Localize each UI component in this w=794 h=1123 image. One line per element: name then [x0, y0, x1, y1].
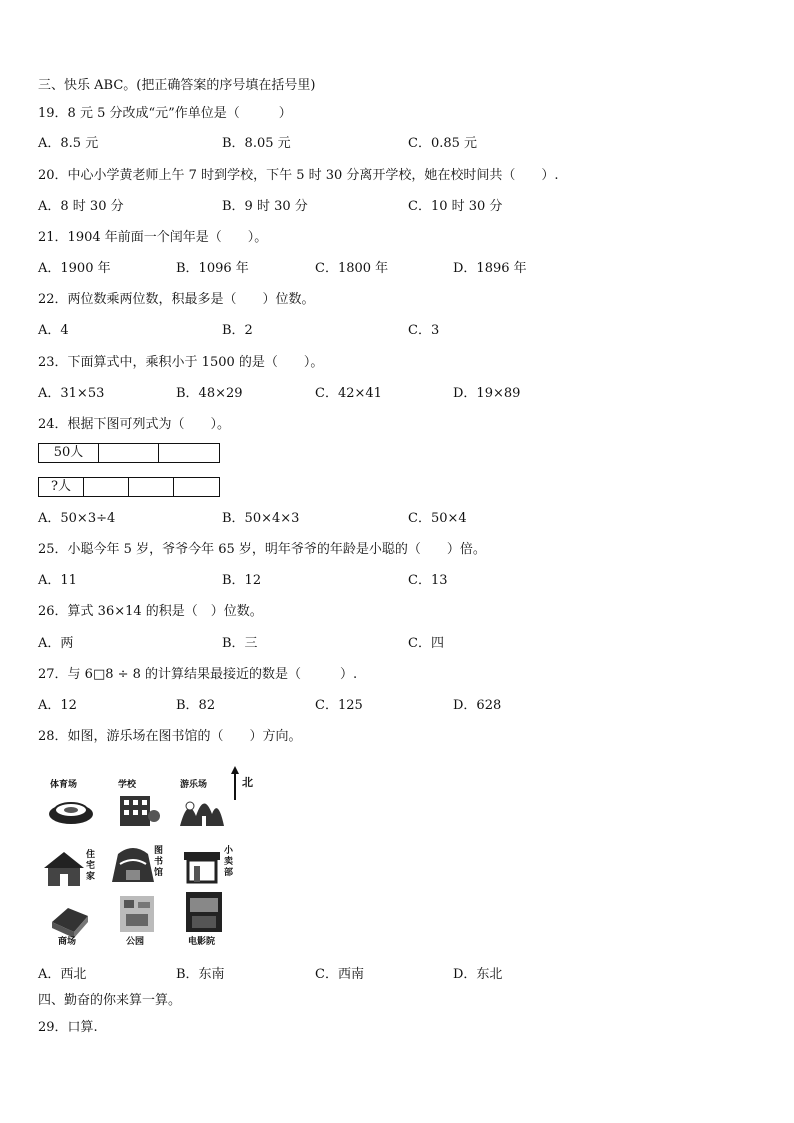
q27-option-a[interactable]: A．12: [38, 698, 77, 713]
map-label-park: 公园: [126, 937, 145, 947]
question-20-stem: 20．中心小学黄老师上午 7 时到学校，下午 5 时 30 分离开学校，她在校时间共（ ）.: [38, 168, 559, 183]
q25-option-c[interactable]: C．13: [408, 573, 448, 588]
q20-option-b[interactable]: B．9 时 30 分: [222, 199, 308, 214]
north-arrow-icon: [230, 766, 240, 800]
q21-option-b[interactable]: B．1096 年: [176, 261, 249, 276]
shop-icon: [178, 844, 228, 888]
q23-option-c[interactable]: C．42×41: [315, 386, 382, 401]
map-label-shop: 小卖部: [224, 846, 234, 878]
library-icon: [108, 842, 158, 886]
q22-option-a[interactable]: A．4: [38, 323, 69, 338]
top-bar-segment: [159, 444, 219, 462]
park-icon: [114, 892, 164, 936]
q21-option-a[interactable]: A．1900 年: [38, 261, 111, 276]
question-21-stem: 21．1904 年前面一个闰年是（ ）。: [38, 230, 268, 245]
q28-option-c[interactable]: C．西南: [315, 967, 364, 982]
diagram-24-top-bar: [38, 443, 220, 463]
question-27-stem: 27．与 6□8 ÷ 8 的计算结果最接近的数是（ ）.: [38, 667, 358, 682]
q26-option-a[interactable]: A．两: [38, 636, 74, 651]
cinema-icon: [180, 890, 230, 934]
q23-option-b[interactable]: B．48×29: [176, 386, 243, 401]
question-28-stem: 28．如图，游乐场在图书馆的（ ）方向。: [38, 729, 302, 744]
map-label-library: 图书馆: [154, 846, 164, 878]
residence-icon: [40, 846, 90, 890]
q23-option-a[interactable]: A．31×53: [38, 386, 105, 401]
q28-option-d[interactable]: D．东北: [453, 967, 503, 982]
q20-option-c[interactable]: C．10 时 30 分: [408, 199, 503, 214]
q27-option-d[interactable]: D．628: [453, 698, 502, 713]
question-24-stem: 24．根据下图可列式为（ ）。: [38, 417, 231, 432]
question-19-stem: 19．8 元 5 分改成“元”作单位是（ ）: [38, 106, 292, 121]
amusement-park-icon: [176, 786, 226, 830]
q28-option-b[interactable]: B．东南: [176, 967, 225, 982]
q19-option-c[interactable]: C．0.85 元: [408, 136, 478, 151]
q27-option-c[interactable]: C．125: [315, 698, 363, 713]
north-label: 北: [242, 776, 253, 789]
q19-option-b[interactable]: B．8.05 元: [222, 136, 291, 151]
question-23-stem: 23．下面算式中，乘积小于 1500 的是（ ）。: [38, 355, 324, 370]
map-figure: [38, 762, 268, 952]
diagram-24-bottom-bar: [38, 477, 220, 497]
map-label-mall: 商场: [58, 937, 77, 947]
q24-option-a[interactable]: A．50×3÷4: [38, 511, 116, 526]
q25-option-b[interactable]: B．12: [222, 573, 262, 588]
q24-option-c[interactable]: C．50×4: [408, 511, 467, 526]
stadium-icon: [46, 786, 96, 830]
bottom-bar-segment: [174, 478, 219, 496]
bottom-bar-segment: ?人: [39, 478, 84, 496]
section-3-title: 三、快乐 ABC。(把正确答案的序号填在括号里): [38, 78, 316, 93]
map-label-school: 学校: [118, 780, 137, 790]
map-label-amusement-park: 游乐场: [180, 780, 208, 790]
map-label-residence: 住宅家: [86, 850, 96, 882]
q22-option-b[interactable]: B．2: [222, 323, 253, 338]
q25-option-a[interactable]: A．11: [38, 573, 77, 588]
school-icon: [112, 786, 162, 830]
bottom-bar-segment: [84, 478, 129, 496]
section-4-title: 四、勤奋的你来算一算。: [38, 993, 182, 1008]
question-25-stem: 25．小聪今年 5 岁，爷爷今年 65 岁，明年爷爷的年龄是小聪的（ ）倍。: [38, 542, 486, 557]
question-22-stem: 22．两位数乘两位数，积最多是（ ）位数。: [38, 292, 315, 307]
map-label-stadium: 体育场: [50, 780, 78, 790]
bottom-bar-segment: [129, 478, 174, 496]
question-29-stem: 29．口算.: [38, 1020, 98, 1035]
q19-option-a[interactable]: A．8.5 元: [38, 136, 99, 151]
q26-option-c[interactable]: C．四: [408, 636, 444, 651]
q21-option-c[interactable]: C．1800 年: [315, 261, 389, 276]
q22-option-c[interactable]: C．3: [408, 323, 440, 338]
question-26-stem: 26．算式 36×14 的积是（ ）位数。: [38, 604, 263, 619]
map-label-cinema: 电影院: [188, 937, 216, 947]
top-bar-segment: [99, 444, 159, 462]
top-bar-segment: 50人: [39, 444, 99, 462]
q28-option-a[interactable]: A．西北: [38, 967, 87, 982]
q24-option-b[interactable]: B．50×4×3: [222, 511, 300, 526]
q23-option-d[interactable]: D．19×89: [453, 386, 521, 401]
q20-option-a[interactable]: A．8 时 30 分: [38, 199, 124, 214]
q26-option-b[interactable]: B．三: [222, 636, 258, 651]
q21-option-d[interactable]: D．1896 年: [453, 261, 527, 276]
q27-option-b[interactable]: B．82: [176, 698, 216, 713]
